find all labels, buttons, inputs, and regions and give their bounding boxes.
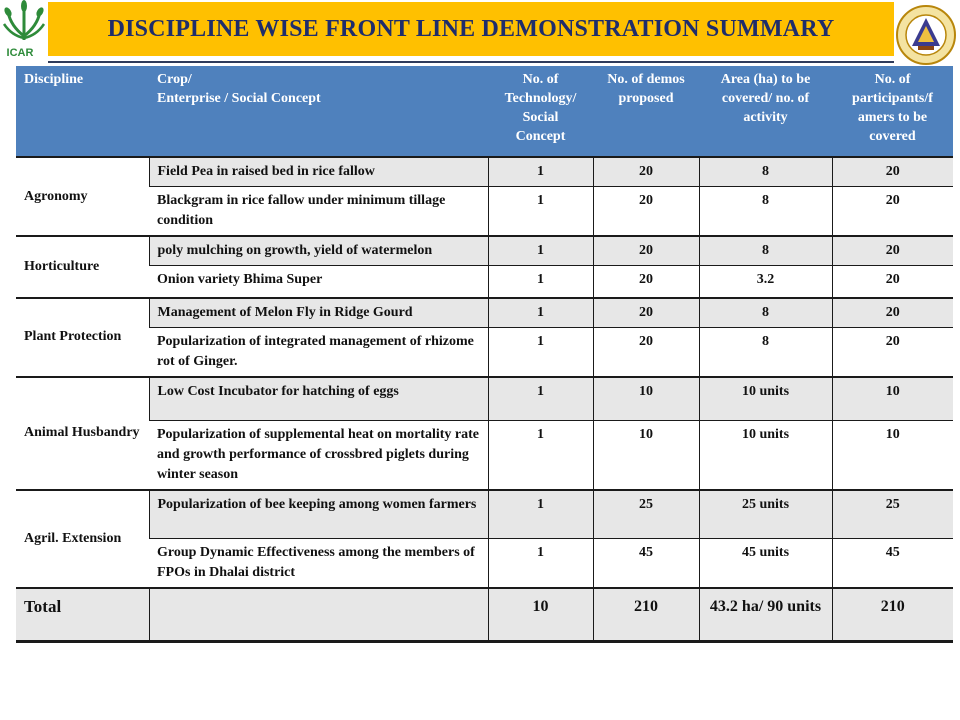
area-cell: 25 units [699,490,832,538]
crop-cell: Group Dynamic Effectiveness among the members of FPOs in Dhalai district [149,538,488,588]
header-crop-line2: Enterprise / Social Concept [157,91,321,106]
crop-cell: poly mulching on growth, yield of watermelon [149,236,488,266]
kvk-logo [896,2,956,68]
header-crop [149,66,488,157]
kvk-emblem-icon [896,2,956,68]
header-area: Area (ha) to be covered/ no. of activity [699,66,832,157]
discipline-horticulture: Horticulture [16,236,149,298]
participants-cell: 20 [832,298,953,328]
demos-cell: 45 [593,538,699,588]
area-cell: 8 [699,327,832,377]
participants-cell: 20 [832,187,953,237]
total-tech: 10 [488,588,593,642]
area-cell: 8 [699,187,832,237]
discipline-plant-protection: Plant Protection [16,298,149,377]
discipline-animal-husbandry: Animal Husbandry [16,377,149,491]
crop-cell: Field Pea in raised bed in rice fallow [149,157,488,187]
total-row [16,588,953,642]
area-cell: 8 [699,157,832,187]
area-cell: 8 [699,236,832,266]
crop-cell: Popularization of integrated management of rhizome rot of Ginger. [149,327,488,377]
table-row [16,236,953,266]
demos-cell: 20 [593,327,699,377]
total-area: 43.2 ha/ 90 units [699,588,832,642]
table-row [16,538,953,588]
header-discipline: Discipline [16,66,149,157]
icar-logo [0,0,48,62]
table-row [16,490,953,538]
tech-cell: 1 [488,538,593,588]
tech-cell: 1 [488,298,593,328]
participants-cell: 20 [832,236,953,266]
table-row [16,377,953,421]
total-participants: 210 [832,588,953,642]
icar-logo-text: ICAR [6,47,34,59]
participants-cell: 45 [832,538,953,588]
area-cell: 8 [699,298,832,328]
title-underline [48,61,894,63]
table-row [16,298,953,328]
crop-cell: Blackgram in rice fallow under minimum tillage condition [149,187,488,237]
crop-cell: Popularization of supplemental heat on mortality rate and growth performance of crossbred piglets during winter season [149,421,488,491]
tech-cell: 1 [488,327,593,377]
tech-cell: 1 [488,157,593,187]
fld-summary-table [16,66,953,643]
discipline-agronomy: Agronomy [16,157,149,236]
area-cell: 10 units [699,377,832,421]
crop-cell: Low Cost Incubator for hatching of eggs [149,377,488,421]
header-demos: No. of demos proposed [593,66,699,157]
title-bar [48,2,894,56]
table-row [16,421,953,491]
total-empty-cell [149,588,488,642]
table-row [16,266,953,298]
table-header-row [16,66,953,157]
tech-cell: 1 [488,187,593,237]
participants-cell: 20 [832,327,953,377]
participants-cell: 20 [832,157,953,187]
demos-cell: 20 [593,157,699,187]
demos-cell: 10 [593,377,699,421]
header-technology: No. of Technology/ Social Concept [488,66,593,157]
participants-cell: 10 [832,421,953,491]
crop-cell: Popularization of bee keeping among women farmers [149,490,488,538]
page-title: DISCIPLINE WISE FRONT LINE DEMONSTRATION SUMMARY [107,15,835,42]
tech-cell: 1 [488,421,593,491]
crop-cell: Onion variety Bhima Super [149,266,488,298]
tech-cell: 1 [488,490,593,538]
demos-cell: 10 [593,421,699,491]
crop-cell: Management of Melon Fly in Ridge Gourd [149,298,488,328]
participants-cell: 10 [832,377,953,421]
tech-cell: 1 [488,266,593,298]
demos-cell: 20 [593,298,699,328]
discipline-agril-extension: Agril. Extension [16,490,149,588]
demos-cell: 25 [593,490,699,538]
demos-cell: 20 [593,266,699,298]
demos-cell: 20 [593,236,699,266]
participants-cell: 20 [832,266,953,298]
demos-cell: 20 [593,187,699,237]
area-cell: 3.2 [699,266,832,298]
total-demos: 210 [593,588,699,642]
area-cell: 10 units [699,421,832,491]
area-cell: 45 units [699,538,832,588]
tech-cell: 1 [488,377,593,421]
table-row [16,187,953,237]
table-row [16,157,953,187]
participants-cell: 25 [832,490,953,538]
table-row [16,327,953,377]
header-participants: No. of participants/f amers to be covered [832,66,953,157]
header-crop-line1: Crop/ [157,72,192,87]
tech-cell: 1 [488,236,593,266]
total-label: Total [16,588,149,642]
